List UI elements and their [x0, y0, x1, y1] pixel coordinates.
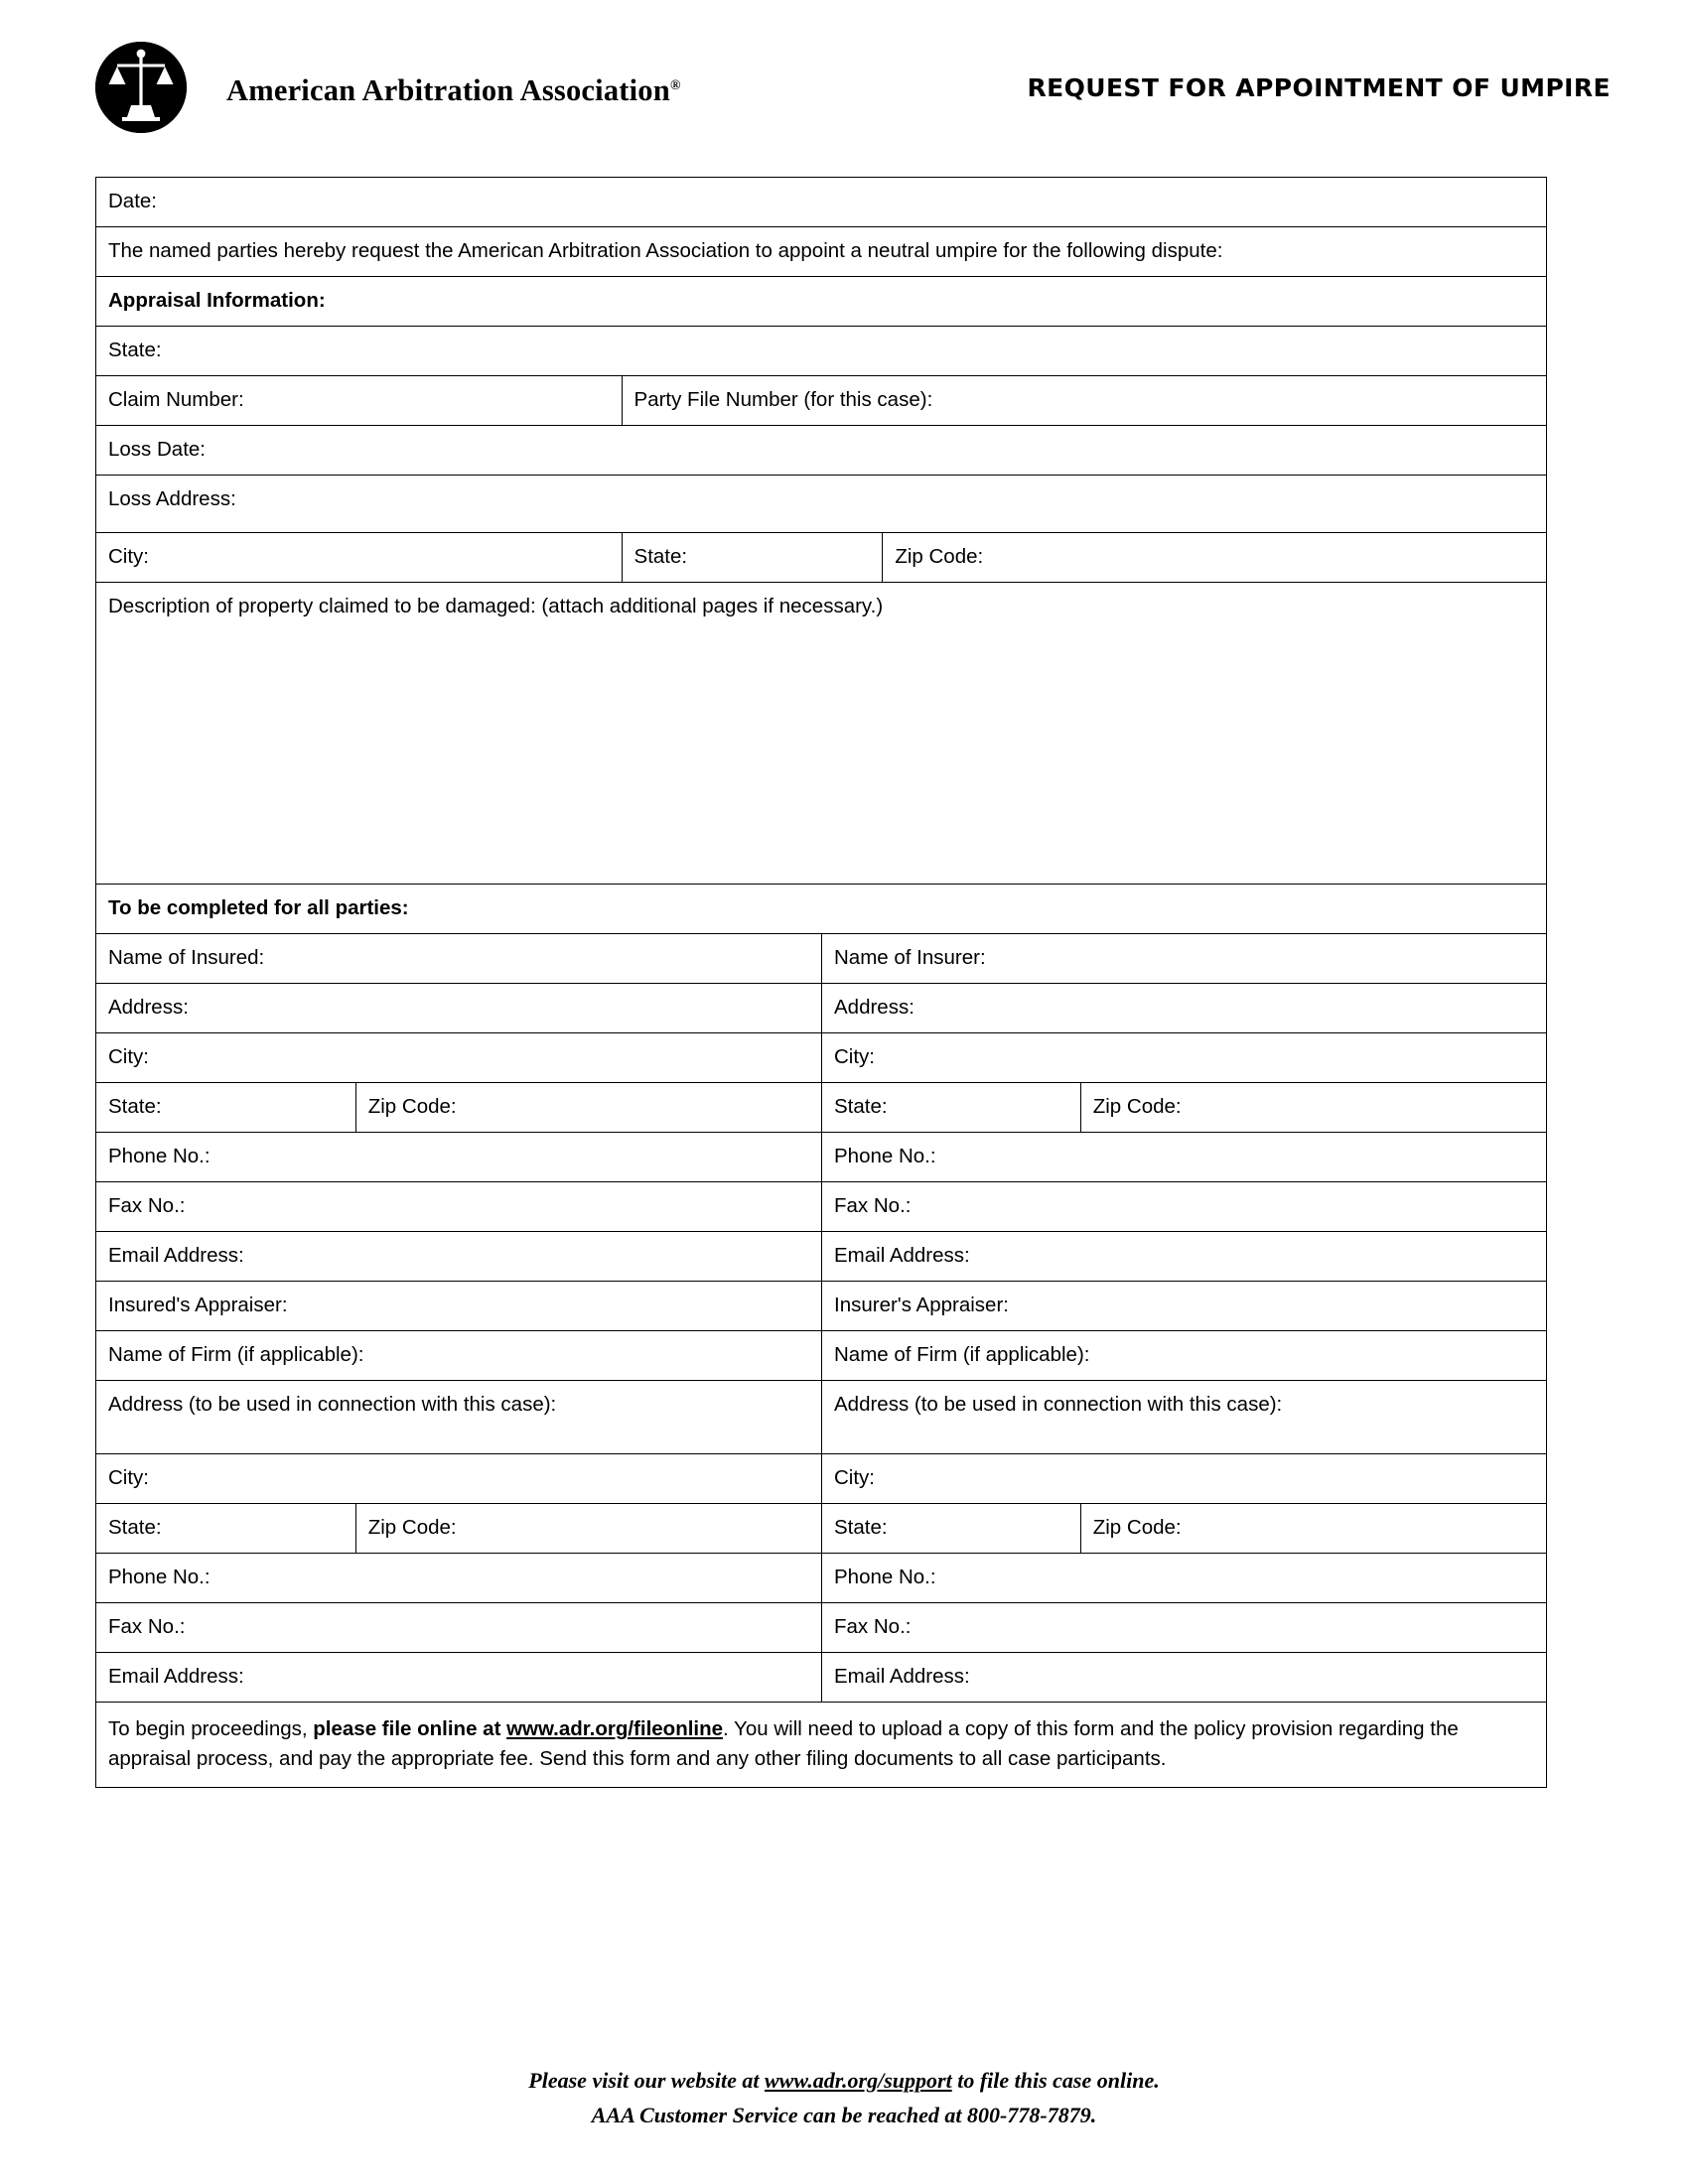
field-insured-name[interactable]	[96, 934, 821, 983]
field-insurer-state-label: State:	[833, 1095, 888, 1118]
field-claim-number[interactable]	[96, 376, 622, 425]
field-insured-state-label: State:	[108, 1095, 162, 1118]
field-insured-state-2[interactable]	[96, 1504, 355, 1553]
field-loss-address-label: Loss Address:	[108, 487, 236, 510]
field-insured-fax-2-label: Fax No.:	[108, 1615, 186, 1638]
field-insurer-phone-2-label: Phone No.:	[834, 1566, 936, 1588]
field-loss-zip-label: Zip Code:	[895, 545, 984, 568]
row-parties-heading	[96, 885, 1546, 934]
field-insured-phone-2-label: Phone No.:	[108, 1566, 211, 1588]
field-insurer-email-2[interactable]	[821, 1653, 1546, 1702]
row-phones-2	[96, 1554, 1546, 1603]
field-insured-phone-label: Phone No.:	[108, 1145, 211, 1167]
field-loss-city[interactable]	[96, 533, 622, 582]
row-addresses	[96, 984, 1546, 1033]
row-intro	[96, 227, 1546, 277]
field-party-file-number[interactable]	[622, 376, 1546, 425]
field-insured-fax[interactable]	[96, 1182, 821, 1231]
field-insurer-case-address-label: Address (to be used in connection with this case):	[834, 1393, 1283, 1416]
field-insurer-email-2-label: Email Address:	[834, 1665, 970, 1688]
field-insurer-city[interactable]	[821, 1033, 1546, 1082]
field-insured-city-label: City:	[108, 1045, 149, 1068]
registered-mark: ®	[669, 77, 681, 93]
row-emails	[96, 1232, 1546, 1282]
row-phones	[96, 1133, 1546, 1182]
filing-note	[96, 1703, 1546, 1787]
fileonline-link[interactable]: www.adr.org/fileonline	[506, 1717, 724, 1740]
row-appraisers	[96, 1282, 1546, 1331]
field-insurer-fax-2[interactable]	[821, 1603, 1546, 1652]
field-insurer-email[interactable]	[821, 1232, 1546, 1281]
field-insurer-email-label: Email Address:	[834, 1244, 970, 1267]
support-link[interactable]: www.adr.org/support	[765, 2068, 952, 2093]
filing-note-part1: To begin proceedings,	[108, 1717, 314, 1740]
filing-note-part2: . You will need to upload a copy of this form and the policy provision regarding the appraisal process, and pay the appropriate fee. Send this form and any other filing documents to all case participants.	[108, 1717, 1459, 1770]
field-insured-appraiser[interactable]	[96, 1282, 821, 1330]
field-insurer-address[interactable]	[821, 984, 1546, 1032]
field-loss-address[interactable]	[96, 476, 1546, 532]
field-insurer-fax-label: Fax No.:	[834, 1194, 912, 1217]
page-footer	[0, 2063, 1688, 2132]
field-insured-state[interactable]	[96, 1083, 355, 1132]
field-insurer-fax[interactable]	[821, 1182, 1546, 1231]
field-insured-zip-2[interactable]	[355, 1504, 821, 1553]
field-insurer-zip-2-label: Zip Code:	[1092, 1516, 1182, 1539]
field-description[interactable]	[96, 583, 1546, 884]
field-insurer-city-2-label: City:	[834, 1466, 875, 1489]
field-insurer-state[interactable]	[821, 1083, 1080, 1132]
row-filing-note	[96, 1703, 1546, 1788]
field-insured-fax-label: Fax No.:	[108, 1194, 186, 1217]
scales-icon	[95, 42, 187, 133]
page-title: REQUEST FOR APPOINTMENT OF UMPIRE	[1027, 73, 1611, 102]
field-party-file-number-label: Party File Number (for this case):	[633, 388, 933, 411]
row-cities	[96, 1033, 1546, 1083]
field-insurer-phone-2[interactable]	[821, 1554, 1546, 1602]
row-cities-2	[96, 1454, 1546, 1504]
intro-text: The named parties hereby request the American Arbitration Association to appoint a neutral umpire for the following dispute:	[108, 239, 1223, 262]
footer-line-1-pre: Please visit our website at	[528, 2068, 765, 2093]
field-insured-state-2-label: State:	[108, 1516, 162, 1539]
field-insured-zip-label: Zip Code:	[367, 1095, 457, 1118]
field-insurer-address-label: Address:	[834, 996, 914, 1019]
field-insured-city-2-label: City:	[108, 1466, 149, 1489]
footer-line-1	[0, 2063, 1688, 2098]
field-insurer-phone-label: Phone No.:	[834, 1145, 936, 1167]
organization-name	[226, 73, 681, 108]
field-insured-case-address-label: Address (to be used in connection with this case):	[108, 1393, 557, 1416]
row-firms	[96, 1331, 1546, 1381]
field-insurer-city-2[interactable]	[821, 1454, 1546, 1503]
appraisal-section-heading-cell	[96, 277, 1546, 326]
field-description-label: Description of property claimed to be damaged: (attach additional pages if necessary.)	[108, 595, 884, 617]
field-insurer-firm[interactable]	[821, 1331, 1546, 1380]
field-insurer-city-label: City:	[834, 1045, 875, 1068]
appraisal-section-heading: Appraisal Information:	[108, 289, 326, 312]
field-insurer-name-label: Name of Insurer:	[834, 946, 986, 969]
row-date	[96, 178, 1546, 227]
field-insured-zip-2-label: Zip Code:	[367, 1516, 457, 1539]
field-insurer-appraiser[interactable]	[821, 1282, 1546, 1330]
field-insured-email-2[interactable]	[96, 1653, 821, 1702]
field-appraisal-state-label: State:	[108, 339, 162, 361]
field-claim-number-label: Claim Number:	[108, 388, 244, 411]
row-claim-number	[96, 376, 1546, 426]
field-insured-firm[interactable]	[96, 1331, 821, 1380]
form-table	[95, 177, 1547, 1788]
organization-name-text: American Arbitration Association	[226, 73, 670, 107]
field-insurer-firm-label: Name of Firm (if applicable):	[834, 1343, 1090, 1366]
row-loss-date	[96, 426, 1546, 476]
field-insurer-state-2-label: State:	[833, 1516, 888, 1539]
field-appraisal-state[interactable]	[96, 327, 1546, 375]
row-loss-address	[96, 476, 1546, 533]
field-insured-city-2[interactable]	[96, 1454, 821, 1503]
footer-line-2: AAA Customer Service can be reached at 800-778-7879.	[591, 2103, 1097, 2128]
field-insured-email-label: Email Address:	[108, 1244, 244, 1267]
field-loss-state[interactable]	[622, 533, 883, 582]
row-faxes-2	[96, 1603, 1546, 1653]
filing-note-bold-lead: please file online at	[313, 1717, 507, 1740]
row-loss-city-state-zip	[96, 533, 1546, 583]
field-insured-appraiser-label: Insured's Appraiser:	[108, 1294, 288, 1316]
field-insurer-zip-label: Zip Code:	[1092, 1095, 1182, 1118]
field-insurer-state-2[interactable]	[821, 1504, 1080, 1553]
row-state-zip-2	[96, 1504, 1546, 1554]
field-insured-address[interactable]	[96, 984, 821, 1032]
row-state-zip	[96, 1083, 1546, 1133]
field-insured-phone[interactable]	[96, 1133, 821, 1181]
field-insurer-phone[interactable]	[821, 1133, 1546, 1181]
field-date-label: Date:	[108, 190, 157, 212]
field-loss-state-label: State:	[633, 545, 688, 568]
parties-section-heading-cell	[96, 885, 1546, 933]
row-appraisal-state	[96, 327, 1546, 376]
field-insured-case-address[interactable]	[96, 1381, 821, 1453]
field-insured-email-2-label: Email Address:	[108, 1665, 244, 1688]
row-names	[96, 934, 1546, 984]
row-appraisal-heading	[96, 277, 1546, 327]
field-insurer-zip-2[interactable]	[1080, 1504, 1546, 1553]
field-insurer-zip[interactable]	[1080, 1083, 1546, 1132]
field-loss-city-label: City:	[108, 545, 149, 568]
aaa-scales-of-justice-logo-icon	[95, 42, 187, 133]
field-insurer-case-address[interactable]	[821, 1381, 1546, 1453]
field-loss-date-label: Loss Date:	[108, 438, 206, 461]
field-insured-zip[interactable]	[355, 1083, 821, 1132]
row-description	[96, 583, 1546, 885]
field-loss-zip[interactable]	[882, 533, 1546, 582]
field-insured-name-label: Name of Insured:	[108, 946, 265, 969]
field-insurer-fax-2-label: Fax No.:	[834, 1615, 912, 1638]
row-case-addresses	[96, 1381, 1546, 1454]
field-insured-fax-2[interactable]	[96, 1603, 821, 1652]
row-faxes	[96, 1182, 1546, 1232]
row-emails-2	[96, 1653, 1546, 1703]
parties-section-heading: To be completed for all parties:	[108, 896, 409, 919]
field-insurer-appraiser-label: Insurer's Appraiser:	[834, 1294, 1009, 1316]
field-insured-phone-2[interactable]	[96, 1554, 821, 1602]
field-insured-email[interactable]	[96, 1232, 821, 1281]
field-insured-firm-label: Name of Firm (if applicable):	[108, 1343, 364, 1366]
aaa-logo	[95, 42, 187, 133]
field-insurer-name[interactable]	[821, 934, 1546, 983]
intro-text-cell	[96, 227, 1546, 276]
footer-line-1-post: to file this case online.	[951, 2068, 1160, 2093]
field-loss-date[interactable]	[96, 426, 1546, 475]
field-date[interactable]	[96, 178, 1546, 226]
field-insured-city[interactable]	[96, 1033, 821, 1082]
page-header	[95, 36, 1611, 145]
field-insured-address-label: Address:	[108, 996, 189, 1019]
